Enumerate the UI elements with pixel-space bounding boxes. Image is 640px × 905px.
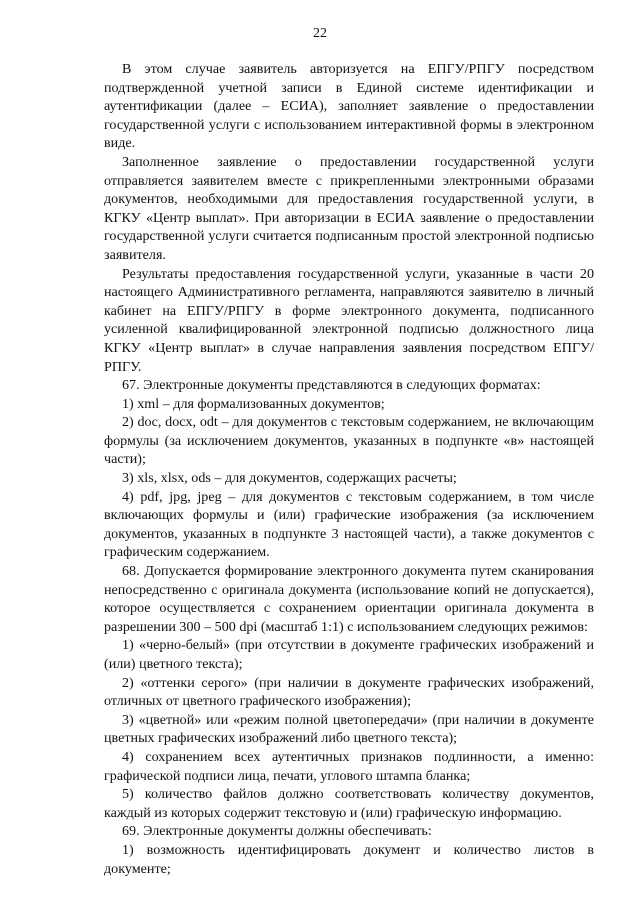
paragraph-68-item-5: 5) количество файлов должно соответствовать количеству документов, каждый из которых содержит текстовую и (или) графическую информацию. xyxy=(104,786,594,821)
paragraph-68-item-1: 1) «черно-белый» (при отсутствии в документе графических изображений и (или) цветного текста); xyxy=(104,637,594,672)
paragraph-application-submission: Заполненное заявление о предоставлении государственной услуги отправляется заявителем вместе с прикрепленными электронными образами документов, необходимыми для предоставления государственной услуги, в КГКУ «Центр выплат». При авторизации в ЕСИА заявление о предоставлении государственной услуги считается подписанным простой электронной подписью заявителя. xyxy=(104,153,594,263)
paragraph-67-heading: 67. Электронные документы представляются в следующих форматах: xyxy=(122,377,541,394)
document-body xyxy=(104,60,594,878)
paragraph-68-item-4: 4) сохранением всех аутентичных признаков подлинности, а именно: графической подписи лица, печати, углового штампа бланка; xyxy=(104,748,594,784)
paragraph-69-item-1: 1) возможность идентифицировать документ и количество листов в документе; xyxy=(104,841,594,877)
paragraph-69-heading: 69. Электронные документы должны обеспечивать: xyxy=(122,823,432,840)
paragraph-67-item-2: 2) doc, docx, odt – для документов с текстовым содержанием, не включающим формулы (за исключением документов, указанных в подпункте «в» настоящей части); xyxy=(104,414,594,468)
paragraph-service-results: Результаты предоставления государственной услуги, указанные в части 20 настоящего Административного регламента, направляются заявителю в личный кабинет на ЕПГУ/РПГУ в форме электронного документа, подписанного усиленной квалифицированной электронной подписью должностного лица КГКУ «Центр выплат» в случае направления заявления посредством ЕПГУ/РПГУ. xyxy=(104,265,594,375)
paragraph-68-item-3: 3) «цветной» или «режим полной цветопередачи» (при наличии в документе цветных графических изображений либо цветного текста); xyxy=(104,711,594,747)
page-number: 22 xyxy=(313,26,327,41)
paragraph-67-item-3: 3) xls, xlsx, ods – для документов, содержащих расчеты; xyxy=(122,470,457,487)
paragraph-67-item-1: 1) xml – для формализованных документов; xyxy=(122,395,385,412)
paragraph-68-item-2: 2) «оттенки серого» (при наличии в документе графических изображений, отличных от цветного графического изображения); xyxy=(104,674,594,710)
paragraph-67-item-4: 4) pdf, jpg, jpeg – для документов с текстовым содержанием, в том числе включающих формулы и (или) графические изображения (за исключением документов, указанных в подпункте 3 настоящей части), а также документов с графическим содержанием. xyxy=(104,488,594,561)
paragraph-68-heading: 68. Допускается формирование электронного документа путем сканирования непосредственно с оригинала документа (использование копий не допускается), которое осуществляется с сохранением ориентации оригинала документа в разрешении 300 – 500 dpi (масштаб 1:1) с использованием следующих режимов: xyxy=(104,563,594,635)
paragraph-esia-authorization: В этом случае заявитель авторизуется на ЕПГУ/РПГУ посредством подтвержденной учетной записи в Единой системе идентификации и аутентификации (далее – ЕСИА), заполняет заявление о предоставлении государственной услуги с использованием интерактивной формы в электронном виде. xyxy=(104,61,594,152)
